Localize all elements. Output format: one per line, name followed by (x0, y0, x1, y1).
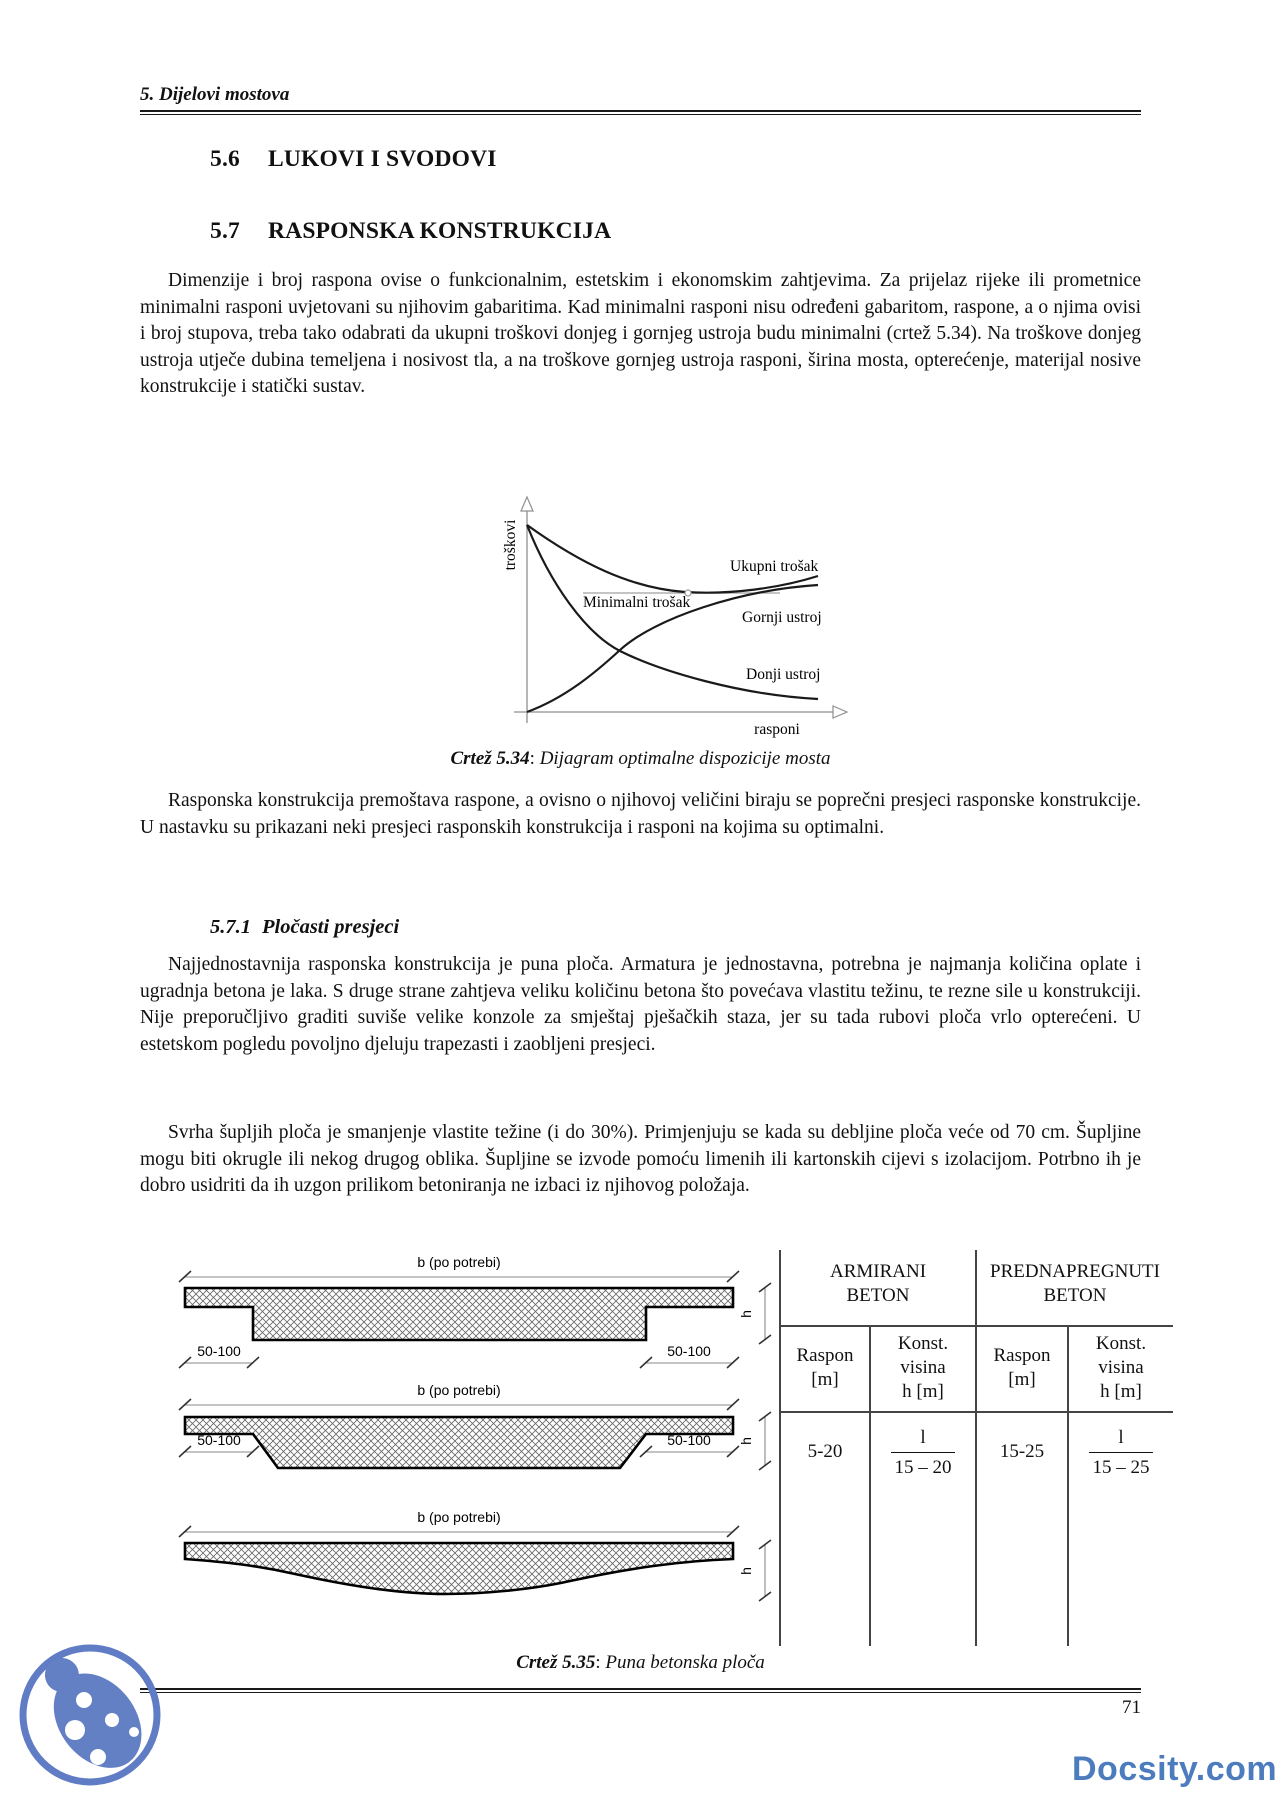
label-ukupni-trosak: Ukupni trošak (730, 558, 819, 575)
label-minimalni-trosak: Minimalni trošak (583, 594, 691, 611)
table-header-armirani-beton: ARMIRANI BETON (829, 1261, 927, 1306)
chart-optimal-disposition (450, 493, 870, 745)
heading-5-6-number: 5.6 (210, 146, 240, 172)
fraction-numerator: l (920, 1427, 926, 1448)
dim-label-b-3: b (po potrebi) (417, 1509, 501, 1525)
table-value-visina-2 (1069, 1426, 1173, 1480)
fraction-denominator: 15 – 20 (894, 1457, 952, 1479)
y-axis-label: troškovi (502, 519, 519, 571)
slab-section-trapezoid (185, 1417, 733, 1468)
heading-5-6 (210, 146, 497, 173)
caption-5-34-text: Dijagram optimalne dispozicije mosta (539, 748, 831, 769)
table-value-visina-1 (871, 1426, 975, 1480)
caption-crtez-5-35: Crtež 5.35: Puna betonska ploča (516, 1652, 765, 1673)
slab-section-curved (185, 1543, 733, 1594)
heading-5-7 (210, 218, 611, 245)
table-subheader-raspon-2: Raspon [m] (993, 1345, 1051, 1390)
heading-5-7-1 (210, 916, 399, 939)
dim-label-h: h (738, 1567, 754, 1575)
fraction-numerator: l (1118, 1427, 1124, 1448)
table-subheader-raspon-1: Raspon [m] (796, 1345, 854, 1390)
paragraph-rasponska: Rasponska konstrukcija premoštava raspone, a ovisno o njihovoj veličini biraju se poprečni presjeci rasponske konstrukcije. U nastavku su prikazani neki presjeci rasponskih konstrukcija i rasponi na kojima su optimalni. (140, 790, 1141, 838)
heading-5-7-number: 5.7 (210, 218, 240, 244)
docsity-logo-icon (12, 1640, 172, 1800)
dim-label-b-2: b (po potrebi) (417, 1382, 501, 1398)
table-border (779, 1411, 1173, 1413)
x-axis-arrow-icon (833, 706, 847, 718)
table-header-prednapregnuti-beton: PREDNAPREGNUTI BETON (990, 1261, 1160, 1306)
caption-5-35-text: Puna betonska ploča (605, 1652, 765, 1673)
caption-5-34-label: Crtež 5.34 (450, 748, 530, 769)
span-table (779, 1250, 1173, 1646)
table-subheader-konst-visina-1: Konst. visina h [m] (897, 1333, 949, 1402)
dim-label-50-100: 50-100 (197, 1432, 241, 1448)
label-donji-ustroj: Donji ustroj (746, 666, 821, 683)
dim-label-b-1: b (po potrebi) (417, 1254, 501, 1270)
label-gornji-ustroj: Gornji ustroj (742, 609, 822, 626)
header-rule (140, 110, 1141, 115)
heading-5-7-1-number: 5.7.1 (210, 916, 251, 938)
heading-5-7-title: RASPONSKA KONSTRUKCIJA (268, 218, 612, 244)
slab-section-stepped (185, 1288, 733, 1340)
running-header: 5. Dijelovi mostova (140, 84, 290, 105)
x-axis-label: rasponi (754, 721, 800, 738)
docsity-wordmark: Docsity.com (1072, 1750, 1278, 1788)
fraction-denominator: 15 – 25 (1092, 1457, 1150, 1479)
y-axis-arrow-icon (521, 497, 533, 511)
figure-slab-cross-sections (140, 1245, 820, 1655)
paragraph-dimenzije: Dimenzije i broj raspona ovise o funkcionalnim, estetskim i ekonomskim zahtjevima. Za prijelaz rijeke ili prometnice minimalni rasponi uvjetovani su njihovim gabaritima. Kad minimalni rasponi nisu određeni gabaritom, raspone, a o njima ovisi i broj stupova, treba tako odabrati da ukupni troškovi donjeg i gornjeg ustroja budu minimalni (crtež 5.34). Na troškove donjeg ustroja utječe dubina temeljena i nosivost tla, a na troškove gornjeg ustroja rasponi, širina mosta, opterećenje, materijal nosive konstrukcije i statički sustav. (140, 270, 1141, 397)
paragraph-svrha: Svrha šupljih ploča je smanjenje vlastite težine (i do 30%). Primjenjuju se kada su debljine ploča veće od 70 cm. Šupljine mogu biti okrugle ili nekog drugog oblika. Šupljine se izvode pomoću limenih ili kartonskih cijevi s izolacijom. Potrbno ih je dobro usidriti da ih uzgon prilikom betoniranja ne izbaci iz njihovog položaja. (140, 1122, 1141, 1196)
dim-label-h: h (738, 1310, 754, 1318)
caption-crtez-5-34: Crtež 5.34: Dijagram optimalne dispozicije mosta (450, 748, 831, 769)
paragraph-najjednostavnija: Najjednostavnija rasponska konstrukcija je puna ploča. Armatura je jednostavna, potrebna je najmanja količina oplate i ugradnja betona je laka. S druge strane zahtjeva veliku količinu betona što povećava vlastitu težinu, te rezne sile u konstrukciji. Nije preporučljivo graditi suviše velike konzole za smještaj pješačkih staza, jer su tada rubovi ploča vrlo opterećeni. U estetskom pogledu povoljno djeluju trapezasti i zaobljeni presjeci. (140, 954, 1141, 1055)
dim-label-50-100: 50-100 (667, 1432, 711, 1448)
table-border (779, 1325, 1173, 1327)
page-number: 71 (1122, 1697, 1141, 1718)
table-value-raspon-1: 5-20 (807, 1441, 843, 1462)
table-value-raspon-2: 15-25 (999, 1441, 1045, 1462)
heading-5-7-1-title: Pločasti presjeci (262, 916, 400, 938)
caption-5-35-label: Crtež 5.35 (516, 1652, 596, 1673)
dim-label-50-100: 50-100 (667, 1343, 711, 1359)
footer-rule (140, 1688, 1141, 1693)
dim-label-50-100: 50-100 (197, 1343, 241, 1359)
heading-5-6-title: LUKOVI I SVODOVI (268, 146, 497, 172)
dim-label-h: h (738, 1437, 754, 1445)
table-subheader-konst-visina-2: Konst. visina h [m] (1095, 1333, 1147, 1402)
